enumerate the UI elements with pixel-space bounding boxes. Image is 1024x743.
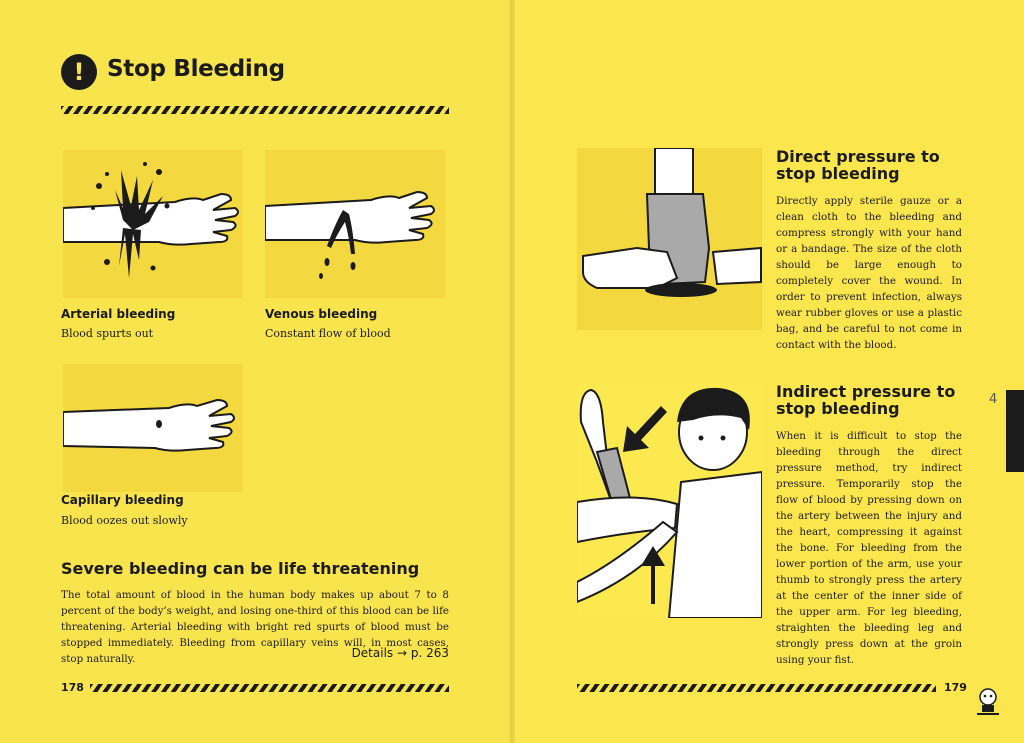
page-number-left: 178 [61, 681, 84, 694]
direct-pressure-heading: Direct pressure to stop bleeding [776, 147, 940, 183]
details-link[interactable]: Details → p. 263 [351, 646, 449, 660]
severe-bleeding-text: The total amount of blood in the human body makes up about 7 to 8 percent of the body’s weight, and losing one-third of this blood can be life threatening. Arterial bleeding with bright red spurts of blood must be stopped immediately. Bleeding from capillary veins will, in most cases, stop naturally. [61, 589, 449, 665]
indirect-pressure-heading: Indirect pressure to stop bleeding [776, 382, 956, 418]
chapter-number: 4 [989, 392, 998, 407]
mascot-icon [975, 686, 1001, 716]
capillary-description: Blood oozes out slowly [61, 514, 188, 527]
page-title: Stop Bleeding [107, 56, 285, 82]
venous-label: Venous bleeding [265, 307, 378, 321]
severe-bleeding-heading: Severe bleeding can be life threatening [61, 559, 420, 578]
direct-pressure-illustration [577, 148, 762, 330]
hazard-stripe-bottom-right [577, 684, 936, 692]
chapter-tab [1006, 390, 1024, 472]
capillary-label: Capillary bleeding [61, 493, 184, 507]
arterial-label: Arterial bleeding [61, 307, 176, 321]
book-gutter [509, 0, 515, 743]
page-number-right: 179 [944, 681, 967, 694]
venous-bleeding-illustration [265, 150, 445, 298]
indirect-pressure-illustration [577, 382, 762, 618]
capillary-bleeding-illustration [63, 364, 243, 492]
hazard-stripe-bottom-left [90, 684, 449, 692]
arterial-description: Blood spurts out [61, 327, 154, 340]
arterial-bleeding-illustration [63, 150, 243, 298]
venous-description: Constant flow of blood [265, 327, 391, 340]
hazard-stripe-top [61, 106, 449, 114]
exclamation-icon: ! [61, 54, 97, 90]
direct-pressure-text: Directly apply sterile gauze or a clean cloth to the bleeding and compress strongly with your hand or a bandage. The size of the cloth should be large enough to completely cover the wound. In order to prevent infection, always wear rubber gloves or use a plastic bag, and be careful to not come in contact with the blood. [776, 195, 962, 351]
indirect-pressure-text: When it is difficult to stop the bleeding through the direct pressure method, try indirect pressure. Temporarily stop the flow of blood by pressing down on the artery between the injury and the heart, compressing it against the bone. For bleeding from the lower portion of the arm, use your thumb to strongly press the artery at the center of the inner side of the upper arm. For leg bleeding, straighten the bleeding leg and strongly press down at the groin using your fist. [776, 430, 962, 666]
